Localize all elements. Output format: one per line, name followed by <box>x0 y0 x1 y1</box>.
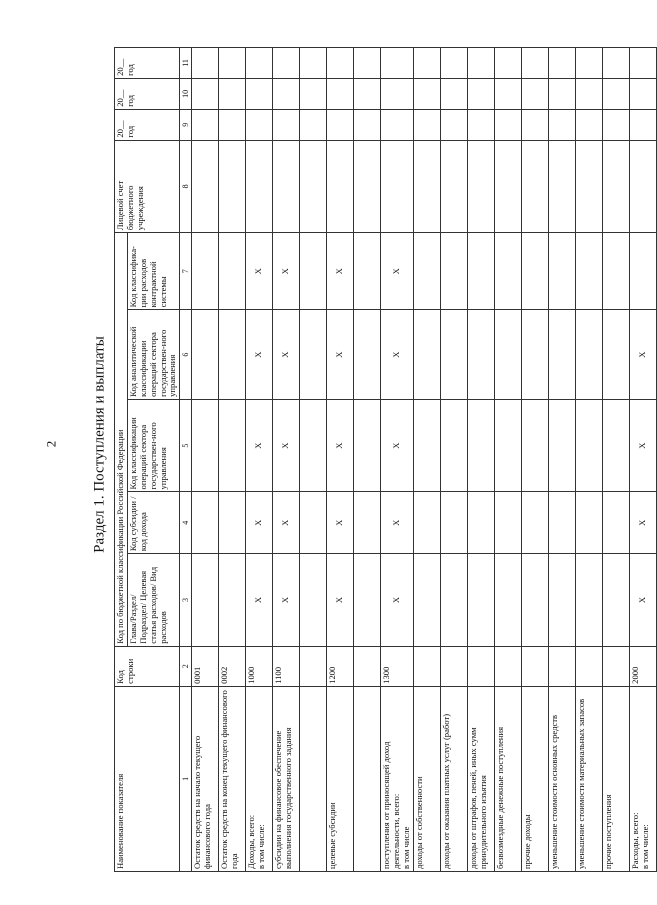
header-col6: Код аналитической классификации операций сектора государствен-ного управления <box>127 310 179 399</box>
value-cell <box>602 140 629 233</box>
cell-col7 <box>192 233 219 310</box>
value-cell <box>192 48 219 79</box>
value-cell <box>300 78 327 109</box>
cell-col5 <box>219 399 246 492</box>
value-cell <box>602 109 629 140</box>
value-cell <box>273 78 300 109</box>
row-name: уменьшение стоимости основных средств <box>548 686 575 871</box>
cell-col7 <box>521 233 548 310</box>
value-cell <box>440 78 467 109</box>
value-cell <box>467 109 494 140</box>
cell-col7 <box>602 233 629 310</box>
value-cell <box>381 78 414 109</box>
value-cell <box>440 109 467 140</box>
cell-col4 <box>192 492 219 554</box>
header-col5: Код классификации операций сектора государствен-ного управления <box>127 399 179 492</box>
header-col7: Код классифика-ции расходов контрактной системы <box>127 233 179 310</box>
cell-col7: X <box>327 233 354 310</box>
cell-col6: X <box>246 310 273 399</box>
column-numbers-row <box>180 48 192 872</box>
cell-col6 <box>413 310 440 399</box>
row-code <box>521 646 548 686</box>
value-cell <box>467 140 494 233</box>
value-cell <box>381 109 414 140</box>
value-cell <box>413 109 440 140</box>
row-code <box>575 646 602 686</box>
header-account: Лицевой счет бюджетного учреждения <box>115 140 180 233</box>
header-budget-classification: Код по бюджетной классификации Российской Федерации <box>115 233 128 647</box>
cell-col7: X <box>273 233 300 310</box>
value-cell <box>300 48 327 79</box>
row-code: 0002 <box>219 646 246 686</box>
cell-col3 <box>192 554 219 647</box>
value-cell <box>219 78 246 109</box>
table-row <box>273 48 300 872</box>
cell-col7 <box>413 233 440 310</box>
col-number: 9 <box>180 109 192 140</box>
table-row <box>192 48 219 872</box>
value-cell <box>327 109 354 140</box>
row-code <box>354 646 381 686</box>
cell-col7 <box>548 233 575 310</box>
row-name: безвозмездные денежные поступления <box>494 686 521 871</box>
cell-col4 <box>219 492 246 554</box>
row-name <box>300 686 327 871</box>
table-row <box>381 48 414 872</box>
cell-col5 <box>548 399 575 492</box>
cell-col3 <box>548 554 575 647</box>
table-row <box>246 48 273 872</box>
value-cell <box>575 78 602 109</box>
cell-col4 <box>413 492 440 554</box>
cell-col6 <box>494 310 521 399</box>
table-row <box>575 48 602 872</box>
value-cell <box>219 140 246 233</box>
table-row <box>219 48 246 872</box>
value-cell <box>548 48 575 79</box>
cell-col5: X <box>381 399 414 492</box>
value-cell <box>327 78 354 109</box>
cell-col3 <box>467 554 494 647</box>
header-col4: Код субсидии / код дохода <box>127 492 179 554</box>
cell-col7: X <box>246 233 273 310</box>
header-row-code: Код строки <box>115 646 180 686</box>
value-cell <box>327 140 354 233</box>
cell-col7 <box>300 233 327 310</box>
value-cell <box>575 140 602 233</box>
value-cell <box>413 140 440 233</box>
cell-col4 <box>300 492 327 554</box>
row-code: 0001 <box>192 646 219 686</box>
cell-col4 <box>440 492 467 554</box>
col-number: 11 <box>180 48 192 79</box>
col-number: 4 <box>180 492 192 554</box>
value-cell <box>246 109 273 140</box>
cell-col6 <box>300 310 327 399</box>
value-cell <box>467 78 494 109</box>
table-row <box>413 48 440 872</box>
cell-col7 <box>440 233 467 310</box>
cell-col4: X <box>246 492 273 554</box>
row-code: 1100 <box>273 646 300 686</box>
header-year-2: 20__ год <box>115 78 180 109</box>
value-cell <box>521 140 548 233</box>
header-year-3: 20__ год <box>115 48 180 79</box>
value-cell <box>494 109 521 140</box>
row-name: целевые субсидии <box>327 686 354 871</box>
table-row <box>467 48 494 872</box>
cell-col7 <box>494 233 521 310</box>
value-cell <box>629 78 656 109</box>
cell-col6: X <box>381 310 414 399</box>
cell-col5 <box>413 399 440 492</box>
cell-col3 <box>440 554 467 647</box>
cell-col6 <box>467 310 494 399</box>
cell-col3 <box>354 554 381 647</box>
cell-col6 <box>548 310 575 399</box>
value-cell <box>440 140 467 233</box>
cell-col4: X <box>327 492 354 554</box>
cell-col3: X <box>629 554 656 647</box>
col-number: 2 <box>180 646 192 686</box>
cell-col7 <box>575 233 602 310</box>
col-number: 3 <box>180 554 192 647</box>
value-cell <box>494 140 521 233</box>
value-cell <box>521 48 548 79</box>
cell-col6: X <box>273 310 300 399</box>
value-cell <box>548 109 575 140</box>
cell-col3 <box>300 554 327 647</box>
row-code <box>602 646 629 686</box>
value-cell <box>575 109 602 140</box>
cell-col7 <box>629 233 656 310</box>
value-cell <box>219 48 246 79</box>
cell-col6 <box>219 310 246 399</box>
row-code <box>548 646 575 686</box>
value-cell <box>467 48 494 79</box>
row-code: 2000 <box>629 646 656 686</box>
value-cell <box>629 109 656 140</box>
row-name: Доходы, всего: в том числе: <box>246 686 273 871</box>
cell-col5 <box>440 399 467 492</box>
row-name <box>354 686 381 871</box>
value-cell <box>354 48 381 79</box>
value-cell <box>192 109 219 140</box>
cell-col4 <box>467 492 494 554</box>
cell-col6 <box>440 310 467 399</box>
table-row <box>300 48 327 872</box>
value-cell <box>548 140 575 233</box>
cell-col7 <box>467 233 494 310</box>
value-cell <box>192 140 219 233</box>
row-code: 1300 <box>381 646 414 686</box>
cell-col7 <box>354 233 381 310</box>
value-cell <box>273 48 300 79</box>
cell-col5 <box>354 399 381 492</box>
cell-col5: X <box>273 399 300 492</box>
value-cell <box>521 109 548 140</box>
table-row <box>629 48 656 872</box>
page-number: 2 <box>43 440 59 448</box>
cell-col5: X <box>327 399 354 492</box>
value-cell <box>521 78 548 109</box>
col-number: 1 <box>180 686 192 871</box>
section-title: Раздел 1. Поступления и выплаты <box>91 336 108 553</box>
cell-col3: X <box>381 554 414 647</box>
cell-col5 <box>300 399 327 492</box>
cell-col3 <box>413 554 440 647</box>
value-cell <box>246 48 273 79</box>
value-cell <box>629 48 656 79</box>
cell-col5: X <box>629 399 656 492</box>
cell-col6 <box>354 310 381 399</box>
value-cell <box>629 140 656 233</box>
value-cell <box>300 109 327 140</box>
cell-col5 <box>467 399 494 492</box>
row-code <box>413 646 440 686</box>
col-number: 10 <box>180 78 192 109</box>
cell-col6 <box>602 310 629 399</box>
value-cell <box>354 109 381 140</box>
row-name: прочие поступления <box>602 686 629 871</box>
value-cell <box>575 48 602 79</box>
cell-col6 <box>192 310 219 399</box>
cell-col3 <box>521 554 548 647</box>
value-cell <box>219 109 246 140</box>
row-name: уменьшение стоимости материальных запасов <box>575 686 602 871</box>
value-cell <box>327 48 354 79</box>
cell-col6: X <box>629 310 656 399</box>
row-code <box>300 646 327 686</box>
row-name: доходы от штрафов, пеней, иных сумм принудительного изъятия <box>467 686 494 871</box>
value-cell <box>413 48 440 79</box>
value-cell <box>440 48 467 79</box>
cell-col4 <box>602 492 629 554</box>
cell-col3: X <box>273 554 300 647</box>
row-code: 1000 <box>246 646 273 686</box>
value-cell <box>381 48 414 79</box>
value-cell <box>548 78 575 109</box>
cell-col6: X <box>327 310 354 399</box>
value-cell <box>494 48 521 79</box>
value-cell <box>494 78 521 109</box>
table-row <box>521 48 548 872</box>
row-code: 1200 <box>327 646 354 686</box>
row-code <box>440 646 467 686</box>
row-name: Остаток средств на начало текущего финансового года <box>192 686 219 871</box>
row-name: доходы от собственности <box>413 686 440 871</box>
row-name: поступления от приносящей доход деятельности, всего: в том числе <box>381 686 414 871</box>
value-cell <box>246 78 273 109</box>
cell-col5: X <box>246 399 273 492</box>
cell-col4: X <box>629 492 656 554</box>
value-cell <box>300 140 327 233</box>
col-number: 6 <box>180 310 192 399</box>
value-cell <box>273 109 300 140</box>
cell-col3: X <box>327 554 354 647</box>
cell-col3 <box>602 554 629 647</box>
row-name: субсидии на финансовое обеспечение выполнения государственного задания <box>273 686 300 871</box>
table-row <box>602 48 629 872</box>
value-cell <box>602 48 629 79</box>
cell-col3: X <box>246 554 273 647</box>
cell-col4 <box>494 492 521 554</box>
cell-col5 <box>575 399 602 492</box>
cell-col4 <box>521 492 548 554</box>
col-number: 5 <box>180 399 192 492</box>
cell-col4: X <box>381 492 414 554</box>
table-row <box>327 48 354 872</box>
cell-col5 <box>494 399 521 492</box>
cell-col4: X <box>273 492 300 554</box>
row-name: Остаток средств на конец текущего финансового года <box>219 686 246 871</box>
value-cell <box>246 140 273 233</box>
cell-col4 <box>354 492 381 554</box>
cell-col6 <box>575 310 602 399</box>
table-row <box>354 48 381 872</box>
cell-col5 <box>192 399 219 492</box>
cell-col7 <box>219 233 246 310</box>
receipts-payments-table <box>114 47 657 872</box>
value-cell <box>354 78 381 109</box>
cell-col7: X <box>381 233 414 310</box>
header-year-1: 20__ год <box>115 109 180 140</box>
row-name: прочие доходы <box>521 686 548 871</box>
table-container <box>114 47 650 872</box>
table-row <box>548 48 575 872</box>
cell-col5 <box>521 399 548 492</box>
cell-col5 <box>602 399 629 492</box>
cell-col3 <box>575 554 602 647</box>
cell-col4 <box>548 492 575 554</box>
table-row <box>494 48 521 872</box>
value-cell <box>381 140 414 233</box>
header-name: Наименование показателя <box>115 686 180 871</box>
table-row <box>440 48 467 872</box>
col-number: 7 <box>180 233 192 310</box>
cell-col3 <box>494 554 521 647</box>
row-code <box>494 646 521 686</box>
value-cell <box>192 78 219 109</box>
value-cell <box>413 78 440 109</box>
col-number: 8 <box>180 140 192 233</box>
header-col3: Глава/Раздел/ Подраздел/ Целевая статья расходов/ Вид расходов <box>127 554 179 647</box>
row-name: доходы от оказания платных услуг (работ) <box>440 686 467 871</box>
value-cell <box>273 140 300 233</box>
cell-col3 <box>219 554 246 647</box>
row-code <box>467 646 494 686</box>
cell-col4 <box>575 492 602 554</box>
value-cell <box>354 140 381 233</box>
row-name: Расходы, всего: в том числе: <box>629 686 656 871</box>
value-cell <box>602 78 629 109</box>
cell-col6 <box>521 310 548 399</box>
